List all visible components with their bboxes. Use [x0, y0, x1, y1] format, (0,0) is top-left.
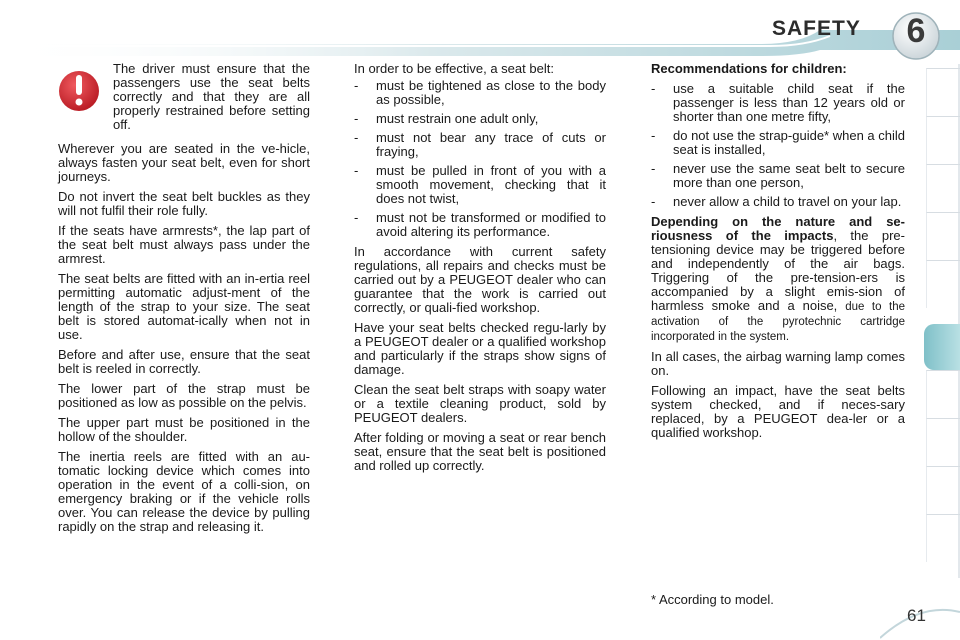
- list-item: - never use the same seat belt to secure more than one person,: [651, 162, 905, 190]
- chapter-tab-1[interactable]: [926, 68, 960, 116]
- paragraph: Wherever you are seated in the ve-hicle, always fasten your seat belt, even for short journeys.: [58, 141, 310, 184]
- chapter-number: 6: [906, 12, 926, 50]
- list-item: - must restrain one adult only,: [354, 112, 606, 126]
- pretensioner-paragraph: [651, 215, 905, 344]
- children-heading: Recommendations for children:: [651, 61, 847, 76]
- footnote: * According to model.: [651, 592, 774, 607]
- chapter-tab-7[interactable]: [926, 370, 960, 418]
- seat-belt-requirements-list: [354, 79, 606, 239]
- impact-small-text: due to the activation of the pyrotechnic cartridge incorporated in the system.: [651, 301, 905, 343]
- paragraph: Before and after use, ensure that the seat belt is reeled in correctly.: [58, 347, 310, 376]
- list-item: - must be pulled in front of you with a smooth movement, checking that it does not twist,: [354, 164, 606, 206]
- chapter-tab-2[interactable]: [926, 116, 960, 164]
- chapter-tab-8[interactable]: [926, 418, 960, 466]
- paragraph: The lower part of the strap must be positioned as low as possible on the pelvis.: [58, 381, 310, 410]
- chapter-tab-6-active[interactable]: [924, 324, 960, 370]
- column-1: [58, 62, 310, 540]
- chapter-tabs: [926, 68, 960, 578]
- paragraph: After folding or moving a seat or rear bench seat, ensure that the seat belt is positioned and rolled up correctly.: [354, 430, 606, 473]
- paragraph: If the seats have armrests*, the lap part of the seat belt must always pass under the armrest.: [58, 223, 310, 266]
- impact-bold-text: Depending on the nature and se-riousness of the impacts: [651, 214, 905, 243]
- paragraph: Clean the seat belt straps with soapy water or a textile cleaning product, sold by PEUGEOT dealers.: [354, 382, 606, 425]
- list-item: - use a suitable child seat if the passenger is less than 12 years old or shorter than one metre fifty,: [651, 82, 905, 124]
- list-item: - do not use the strap-guide* when a child seat is installed,: [651, 129, 905, 157]
- chapter-tab-5[interactable]: [926, 260, 960, 308]
- chapter-tab-4[interactable]: [926, 212, 960, 260]
- paragraph: The seat belts are fitted with an in-ertia reel permitting automatic adjust-ment of the length of the strap to your size. The seat belt is stored automat-ically when not in use.: [58, 271, 310, 342]
- column-3: [651, 62, 905, 446]
- list-item: - never allow a child to travel on your lap.: [651, 195, 905, 209]
- warning-intro: The driver must ensure that the passengers use the seat belts correctly and that they are all properly restrained before setting off.: [113, 61, 310, 132]
- paragraph: Do not invert the seat belt buckles as they will not fulfil their role fully.: [58, 189, 310, 218]
- chapter-tab-9[interactable]: [926, 466, 960, 514]
- paragraph: Have your seat belts checked regu-larly by a PEUGEOT dealer or a qualified workshop and particularly if the straps show signs of damage.: [354, 320, 606, 377]
- list-lead: In order to be effective, a seat belt:: [354, 61, 554, 76]
- children-recommendations-list: [651, 82, 905, 209]
- chapter-tab-10[interactable]: [926, 514, 960, 562]
- page-number: 61: [907, 606, 926, 625]
- list-item: - must not bear any trace of cuts or fraying,: [354, 131, 606, 159]
- column-2: [354, 62, 606, 479]
- paragraph: In accordance with current safety regulations, all repairs and checks must be carried out by a PEUGEOT dealer who can guarantee that the work is carried out correctly, or quali-fied workshop.: [354, 244, 606, 315]
- impact-text: , the pre-tensioning device may be triggered before and independently of the air bags. Triggering of the pre-tension-ers is accompanied by a slight emis-sion of harmless smoke and a noise,: [651, 228, 905, 313]
- chapter-tab-3[interactable]: [926, 164, 960, 212]
- paragraph: In all cases, the airbag warning lamp comes on.: [651, 349, 905, 378]
- paragraph: The inertia reels are fitted with an au-tomatic locking device which comes into operation in the event of a colli-sion, on emergency braking or if the vehicle rolls over. You can release the device by pulling rapidly on the strap and releasing it.: [58, 449, 310, 534]
- paragraph: Following an impact, have the seat belts system checked, and if neces-sary replaced, by a PEUGEOT dea-ler or a qualified workshop.: [651, 383, 905, 440]
- list-item: - must not be transformed or modified to avoid altering its performance.: [354, 211, 606, 239]
- list-item: - must be tightened as close to the body as possible,: [354, 79, 606, 107]
- section-title: SAFETY: [772, 17, 861, 40]
- paragraph: The upper part must be positioned in the hollow of the shoulder.: [58, 415, 310, 444]
